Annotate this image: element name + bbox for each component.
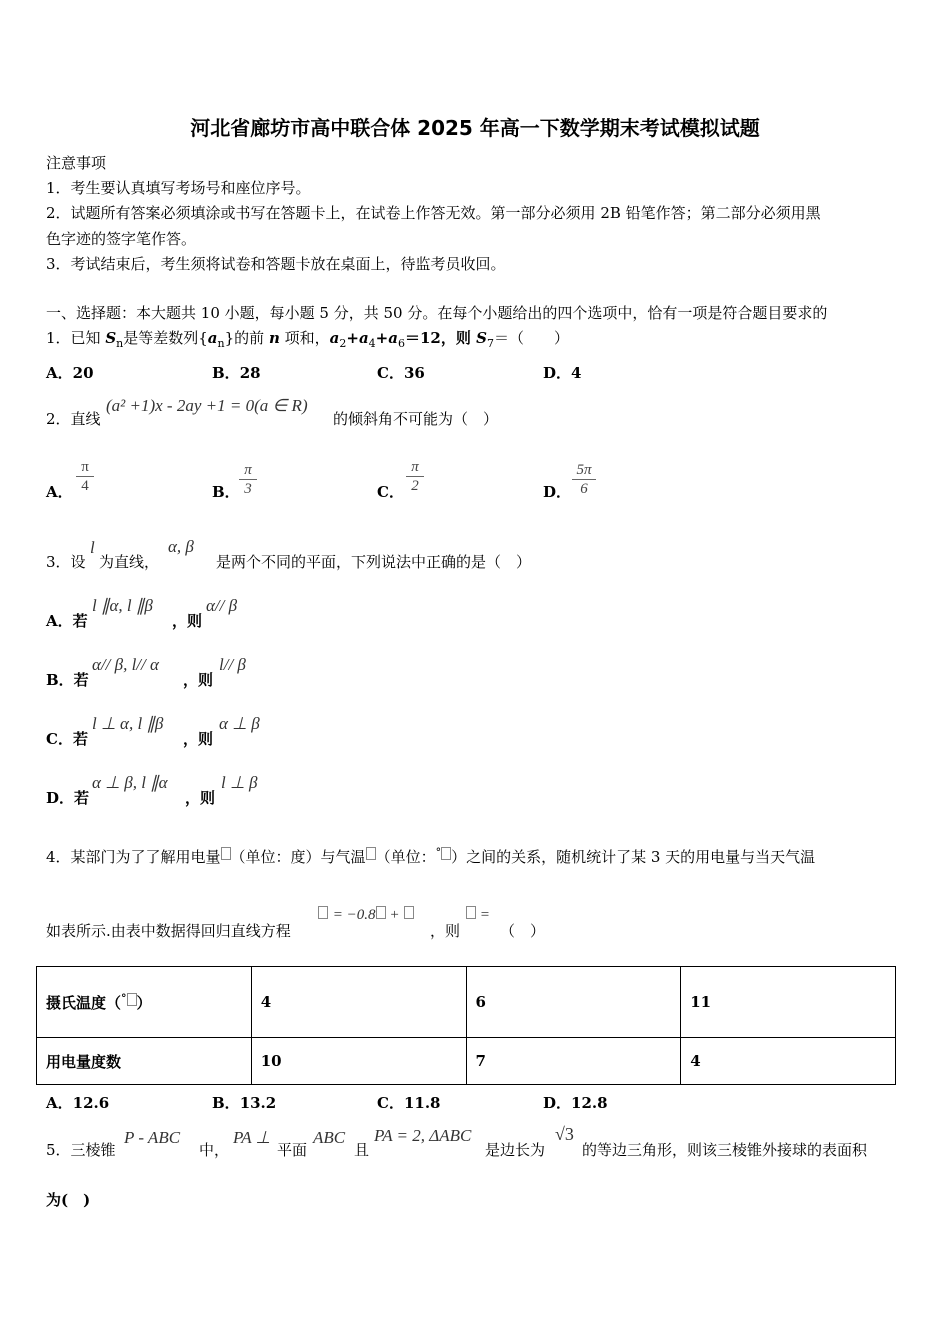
q2-option-c-den: 2 <box>411 478 419 494</box>
q2-tail: 的倾斜角不可能为（ ） <box>333 410 499 428</box>
q3-text-2: 是两个不同的平面，下列说法中正确的是（ ） <box>216 553 532 571</box>
q1-s7: S <box>476 329 487 347</box>
q4-data-table <box>36 966 896 1085</box>
q2-option-b-fraction <box>239 461 257 498</box>
q1-option-c <box>377 362 425 383</box>
q5-text-4: 是边长为 <box>485 1141 546 1159</box>
q5-number: 5．三棱锥 <box>46 1141 116 1159</box>
q2-option-a-num: π <box>76 458 94 477</box>
q4-option-a-value: 12.6 <box>72 1094 110 1112</box>
q5-text-1: 中， <box>199 1141 230 1159</box>
q4-option-b-value: 13.2 <box>239 1094 277 1112</box>
notice-item-2-line2: 色字迹的签字笔作答。 <box>46 230 197 248</box>
q1-option-a-label: A． <box>46 364 73 382</box>
q3-option-a-then: ，则 <box>172 612 203 630</box>
q3-option-a-cond: l ∥α, l ∥β <box>92 596 153 615</box>
q3-option-c-cond: l ⊥ α, l ∥β <box>92 714 164 733</box>
q4-line-2c: （ ） <box>500 922 546 940</box>
q3-option-a-result: α// β <box>206 596 238 615</box>
q2-number: 2．直线 <box>46 410 101 428</box>
q1-option-b <box>212 362 261 383</box>
q2-option-a-fraction <box>76 458 94 495</box>
q4-option-c <box>377 1092 441 1113</box>
table-cell: 6 <box>466 967 681 1038</box>
table-cell: 4 <box>251 967 466 1038</box>
q1-plus-2: + <box>375 329 389 347</box>
q4-eq: = <box>480 907 490 923</box>
q3-option-a-label: A．若 <box>46 612 88 630</box>
q1-option-a <box>46 362 94 383</box>
q5-text-2: 平面 <box>277 1141 308 1159</box>
q4-text-1d: ）之间的关系，随机统计了某 3 天的用电量与当天气温 <box>451 848 816 866</box>
q3-option-d-then: ，则 <box>185 789 216 807</box>
q4-formula-plus: + <box>390 907 399 923</box>
q5-abc: ABC <box>313 1128 346 1147</box>
notice-item-2-line1: 2．试题所有答案必须填涂或书写在答题卡上，在试卷上作答无效。第一部分必须用 2B 铅笔作答；第二部分必须用黑 <box>46 204 821 222</box>
q4-text-1c: （单位： <box>375 848 436 866</box>
missing-glyph-icon <box>366 847 376 860</box>
q1-option-c-value: 36 <box>403 364 425 382</box>
q1-text-3: 项和， <box>279 329 330 347</box>
q1-sub-n2: n <box>217 337 225 350</box>
notice-item-1: 1．考生要认真填写考场号和座位序号。 <box>46 179 311 197</box>
q4-option-a-label: A． <box>46 1094 73 1112</box>
q4-option-a <box>46 1092 109 1113</box>
q1-option-d-value: 4 <box>571 364 582 382</box>
q3-option-b-then: ，则 <box>183 671 214 689</box>
table-cell: 10 <box>251 1038 466 1085</box>
q2-option-c-fraction <box>406 458 424 495</box>
q1-text-4: ＝12，则 <box>404 329 477 347</box>
q1-number: 1．已知 <box>46 329 106 347</box>
question-1 <box>46 327 569 350</box>
q2-formula: (a² +1)x - 2ay +1 = 0(a ∈ R) <box>106 396 308 415</box>
q5-condition: PA = 2, ΔABC <box>374 1126 472 1145</box>
q5-line-2: 为( ) <box>46 1191 91 1209</box>
q1-a: a <box>207 329 218 347</box>
q3-option-b-cond: α// β, l// α <box>92 655 159 674</box>
q1-text-1: 是等差数列{ <box>123 329 208 347</box>
section-heading: 一、选择题：本大题共 10 小题，每小题 5 分，共 50 分。在每个小题给出的四个选项中，恰有一项是符合题目要求的 <box>46 304 828 322</box>
table-header-cell: 用电量度数 <box>37 1038 252 1085</box>
q4-row1-degree: ° <box>121 991 127 1005</box>
q4-row1-label: 摄氏温度（ <box>46 993 122 1012</box>
q4-degree: ° <box>435 846 442 859</box>
q3-option-c-label: C．若 <box>46 730 88 748</box>
q3-option-d-cond: α ⊥ β, l ∥α <box>92 773 168 792</box>
q1-sub-6: 6 <box>397 337 405 350</box>
q5-sqrt3: √3 <box>555 1124 574 1144</box>
q4-text-1b: （单位：度）与气温 <box>230 848 366 866</box>
q4-line-1 <box>46 846 815 867</box>
table-cell: 7 <box>466 1038 681 1085</box>
q3-option-d-label: D．若 <box>46 789 90 807</box>
q4-line-2a: 如表所示.由表中数据得回归直线方程 <box>46 922 291 940</box>
q3-alpha-beta: α, β <box>168 537 194 556</box>
q2-option-d-label: D． <box>543 483 572 501</box>
q4-option-d <box>543 1092 608 1113</box>
q1-sub-4: 4 <box>368 337 376 350</box>
q5-text-3: 且 <box>354 1141 370 1159</box>
q2-option-d-num: 5π <box>572 461 596 480</box>
q4-row1-label-end: ） <box>136 993 152 1012</box>
q1-sub-2: 2 <box>339 337 347 350</box>
q2-option-b-label: B． <box>212 483 240 501</box>
q1-a4: a <box>358 329 369 347</box>
missing-glyph-icon <box>376 906 386 919</box>
q1-text-5: ＝（ ） <box>493 329 569 347</box>
notice-heading: 注意事项 <box>46 154 107 172</box>
missing-glyph-icon <box>127 993 137 1006</box>
q2-option-d-den: 6 <box>580 481 588 497</box>
q2-option-c-label: C． <box>377 483 404 501</box>
q4-text-1a: 4．某部门为了了解用电量 <box>46 848 221 866</box>
q1-option-b-value: 28 <box>239 364 261 382</box>
table-header-cell <box>37 967 252 1038</box>
q2-option-b-den: 3 <box>244 481 252 497</box>
q4-option-c-value: 11.8 <box>403 1094 441 1112</box>
q1-n: n <box>268 329 280 347</box>
q1-option-a-value: 20 <box>72 364 94 382</box>
q4-option-d-value: 12.8 <box>571 1094 608 1112</box>
q4-answer-expr <box>466 905 489 924</box>
missing-glyph-icon <box>466 906 476 919</box>
page-title: 河北省廊坊市高中联合体 2025 年高一下数学期末考试模拟试题 <box>190 116 760 140</box>
missing-glyph-icon <box>441 847 451 860</box>
q2-option-a-den: 4 <box>81 478 89 494</box>
q5-pa-perp: PA ⊥ <box>233 1128 271 1147</box>
q3-l: l <box>90 538 95 557</box>
q1-sub-n: n <box>116 337 124 350</box>
q4-regression-formula <box>318 905 414 924</box>
q1-plus-1: + <box>346 329 359 347</box>
q4-option-b-label: B． <box>212 1094 240 1112</box>
q3-option-b-result: l// β <box>219 655 246 674</box>
q5-pyramid: P - ABC <box>124 1128 181 1147</box>
q2-option-d-fraction <box>572 461 596 498</box>
q5-text-5: 的等边三角形，则该三棱锥外接球的表面积 <box>582 1141 868 1159</box>
q1-option-b-label: B． <box>212 364 240 382</box>
q3-option-c-result: α ⊥ β <box>219 714 260 733</box>
q1-option-d-label: D． <box>543 364 572 382</box>
q2-option-b-num: π <box>239 461 257 480</box>
q3-option-d-result: l ⊥ β <box>221 773 258 792</box>
notice-item-3: 3．考试结束后，考生须将试卷和答题卡放在桌面上，待监考员收回。 <box>46 255 506 273</box>
q4-option-b <box>212 1092 276 1113</box>
q2-option-a-label: A． <box>46 483 73 501</box>
table-cell: 11 <box>681 967 896 1038</box>
q1-a6: a <box>388 329 398 347</box>
q4-formula-text: = −0.8 <box>332 907 376 923</box>
q3-number: 3．设 <box>46 553 86 571</box>
q3-text-1: 为直线， <box>99 553 160 571</box>
q1-text-2: }的前 <box>224 329 269 347</box>
q3-option-c-then: ，则 <box>183 730 214 748</box>
table-row <box>37 967 896 1038</box>
missing-glyph-icon <box>404 906 414 919</box>
q1-option-d <box>543 362 581 383</box>
q3-option-b-label: B．若 <box>46 671 89 689</box>
q1-a2: a <box>329 329 340 347</box>
missing-glyph-icon <box>318 906 328 919</box>
q1-option-c-label: C． <box>377 364 404 382</box>
missing-glyph-icon <box>221 847 231 860</box>
q4-option-c-label: C． <box>377 1094 404 1112</box>
q2-option-c-num: π <box>406 458 424 477</box>
table-cell: 4 <box>681 1038 896 1085</box>
q1-s: S <box>105 329 117 347</box>
q1-sub-7: 7 <box>486 337 494 350</box>
q4-line-2b: ，则 <box>430 922 461 940</box>
table-row <box>37 1038 896 1085</box>
q4-option-d-label: D． <box>543 1094 572 1112</box>
